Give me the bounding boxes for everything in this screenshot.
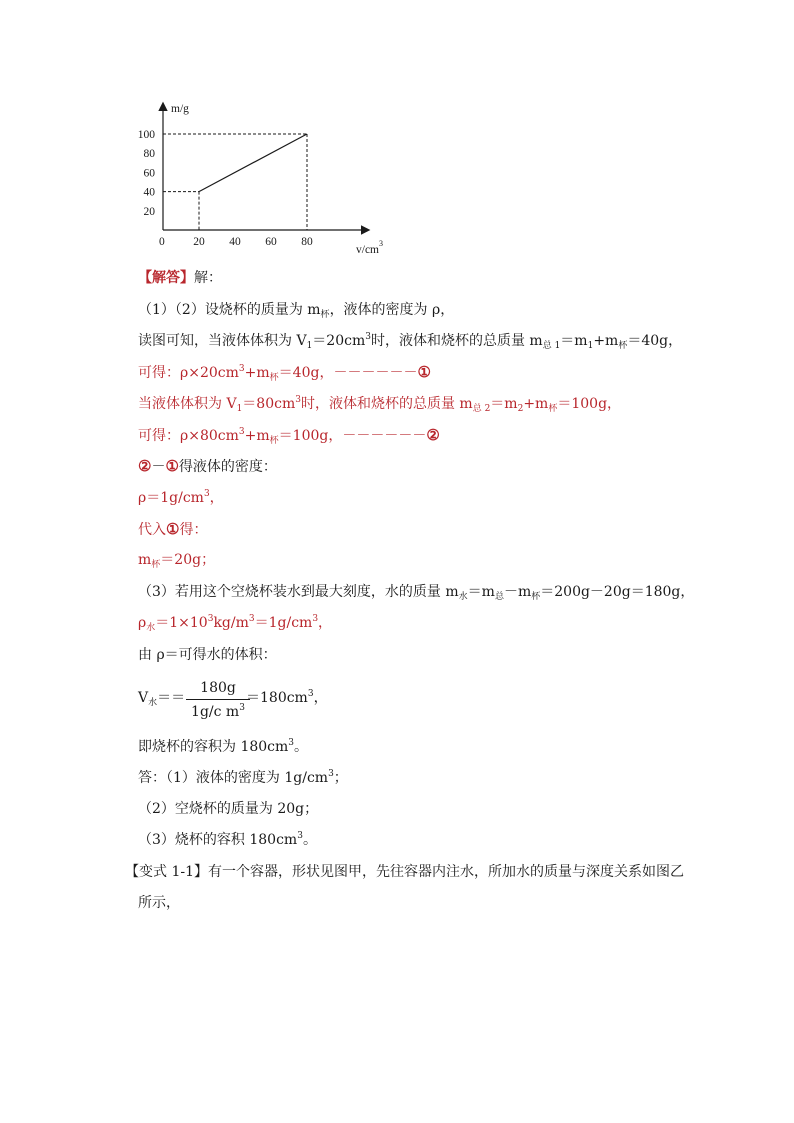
variant-label: 【变式 1-1】: [125, 864, 208, 880]
solution-line-9: $m_杯=20g$；: [138, 552, 216, 570]
y-tick-label: 80: [143, 148, 155, 161]
solution-line-6: ②－①得液体的密度：: [138, 457, 277, 475]
answer-tag: 【解答】: [138, 270, 194, 286]
dashed-guides: [163, 134, 307, 230]
x-tick-label: 20: [193, 236, 205, 248]
answer-line-1: 答：（1）液体的密度为 $1g/cm^3$；: [138, 769, 348, 786]
mass-volume-graph: [130, 96, 410, 266]
solution-line-12: 由 ρ＝可得水的体积：: [138, 647, 277, 663]
solution-line-13-tail: $=180cm^3$，: [246, 689, 328, 706]
y-tick-label: 20: [143, 205, 155, 218]
solution-line-4: 当液体体积为 $V_1=80cm^3$时，液体和烧杯的总质量 $m_{总 2}=m_2+m_杯=100g$，: [138, 395, 622, 414]
solution-line-5: 可得：$\rho\times 80cm^3+m_杯=100g$，－－－－－－②: [138, 426, 440, 446]
solution-line-14: 即烧杯的容积为 $180cm^3$。: [138, 738, 309, 755]
solution-line-3: 可得：$\rho\times 20cm^3+m_杯=40g$，－－－－－－①: [138, 363, 431, 383]
solution-line-8: 代入①得：: [138, 520, 208, 538]
fraction-denominator: 1g/c $m^3$: [191, 703, 245, 720]
equation-1-marker: ①: [417, 363, 431, 381]
answer-line-3: （3）烧杯的容积 $180cm^3$。: [138, 831, 317, 848]
variant-question-line-1: 【变式 1-1】有一个容器，形状见图甲，先往容器内注水，所加水的质量与深度关系如图乙: [125, 864, 684, 880]
solution-line-1: （1）（2）设烧杯的质量为 $m_杯$，液体的密度为 ρ，: [138, 302, 455, 320]
data-series: [199, 134, 307, 192]
solution-line-2: 读图可知，当液体体积为 $V_1=20cm^3$时，液体和烧杯的总质量 $m_{总 1}=m_1+m_杯=40g$，: [138, 332, 683, 351]
y-tick-label: 60: [143, 167, 155, 180]
fraction-numerator: 180g: [200, 680, 236, 696]
solution-header: [138, 268, 222, 288]
solution-line-13: $V_水==$: [138, 690, 186, 708]
header-tail: 解：: [194, 270, 222, 286]
x-axis-label: $v/cm^3$: [356, 239, 383, 256]
equation-2-marker: ②: [426, 426, 440, 444]
y-tick-label: 100: [137, 129, 155, 141]
mass-volume-line: [199, 134, 307, 192]
x-tick-label: 40: [229, 236, 241, 248]
fraction-bar: [186, 699, 250, 700]
x-tick-label: 60: [265, 236, 277, 248]
solution-line-11: $\rho_水=1\times 10^3kg/m^3=1g/cm^3$，: [138, 614, 333, 633]
x-tick-label: 80: [301, 236, 313, 248]
solution-line-10: （3）若用这个空烧杯装水到最大刻度，水的质量 $m_水=m_总-m_杯=200g-20g=180g$，: [138, 584, 695, 602]
answer-line-2: （2）空烧杯的质量为 20g；: [138, 801, 319, 817]
variant-question-line-2: 所示，: [138, 895, 180, 911]
y-tick-label: 40: [143, 186, 155, 199]
origin-label: 0: [159, 236, 165, 248]
solution-line-7: $\rho=1g/cm^3$，: [138, 489, 224, 506]
y-axis-label: m/g: [171, 103, 189, 115]
volume-fraction: [186, 679, 250, 721]
